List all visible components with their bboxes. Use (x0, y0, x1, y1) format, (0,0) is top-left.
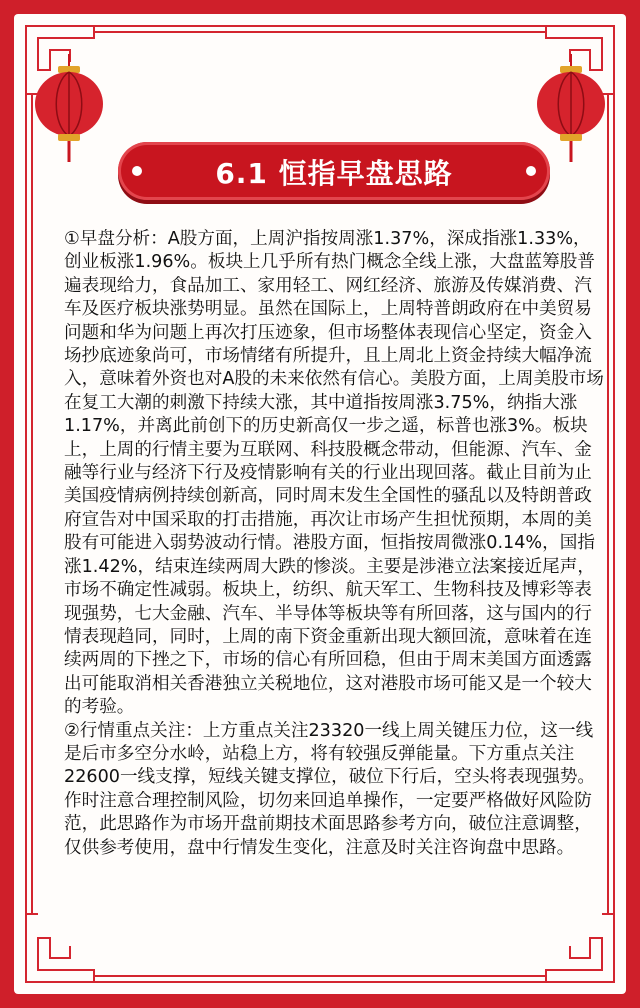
title-banner (118, 142, 550, 200)
article-body (64, 228, 604, 860)
page-title: 6.1 恒指早盘思路 (215, 157, 453, 190)
lantern-left-icon (32, 54, 106, 164)
lantern-right-icon (534, 54, 608, 164)
paragraph-key-levels: ②行情重点关注：上方重点关注23320一线上周关键压力位，这一线是后市多空分水岭，站稳上方，将有较强反弹能量。下方重点关注22600一线支撑，短线关键支撑位，破位下行后，空头将表现强势。作时注意合理控制风险，切勿来回追单操作，一定要严格做好风险防范，此思路作为市场开盘前期技术面思路参考方向，破位注意调整，仅供参考使用，盘中行情发生变化，注意及时关注咨询盘中思路。 (64, 720, 596, 858)
content-card (14, 14, 626, 994)
paragraph-market-analysis: ①早盘分析：A股方面，上周沪指按周涨1.37%，深成指涨1.33%，创业板涨1.96%。板块上几乎所有热门概念全线上涨，大盘蓝筹股普遍表现给力，食品加工、家用轻工、网红经济、旅游及传媒消费、汽车及医疗板块涨势明显。虽然在国际上，上周特普朗政府在中美贸易问题和华为问题上再次打压迹象，但市场整体表现信心坚定，资金入场抄底迹象尚可，市场情绪有所提升，且上周北上资金持续大幅净流入，意味着外资也对A股的未来依然有信心。美股方面，上周美股市场在复工大潮的刺激下持续大涨，其中道指按周涨3.75%，纳指大涨1.17%，并离此前创下的历史新高仅一步之遥，标普也涨3%。板块上，上周的行情主要为互联网、科技股概念带动，但能源、汽车、金融等行业与经济下行及疫情影响有关的行业出现回落。截止目前为止美国疫情病例持续创新高，同时周末发生全国性的骚乱以及特朗普政府宣告对中国采取的打击措施，再次让市场产生担忧预期，本周的美股有可能进入弱势波动行情。港股方面，恒指按周微涨0.14%，国指涨1.42%，结束连续两周大跌的惨淡。主要是涉港立法案接近尾声，市场不确定性减弱。板块上，纺织、航天军工、生物科技及博彩等表现强势，七大金融、汽车、半导体等板块等有所回落，这与国内的行情表现趋同，同时，上周的南下资金重新出现大额回流，意味着在连续两周的下挫之下，市场的信心有所回稳，但由于周末美国方面透露出可能取消相关香港独立关税地位，这对港股市场可能又是一个较大的考验。 (64, 229, 604, 718)
